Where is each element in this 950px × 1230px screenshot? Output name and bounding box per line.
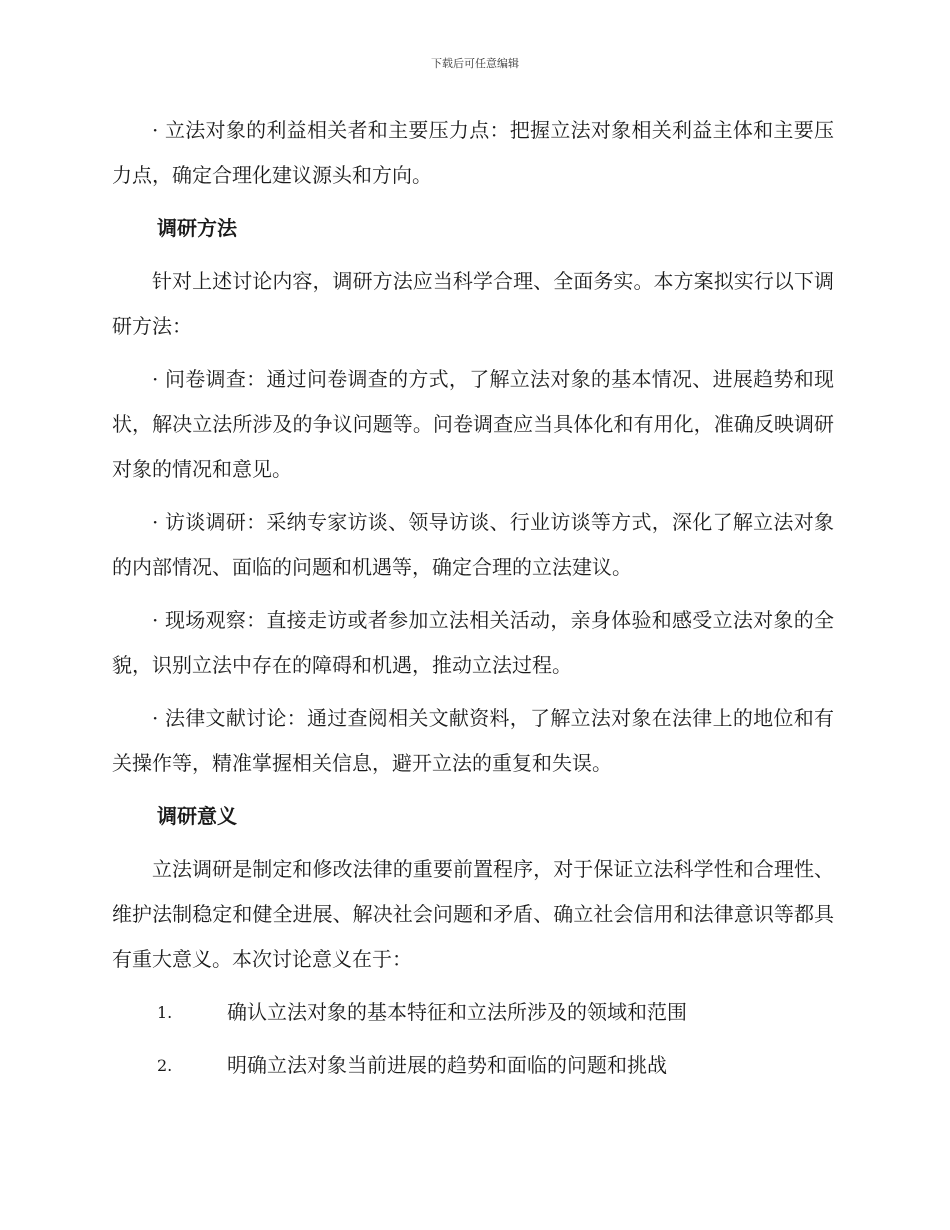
paragraph-literature-review: · 法律文献讨论：通过查阅相关文献资料，了解立法对象在法律上的地位和有关操作等，精准掌握相关信息，避开立法的重复和失误。 — [112, 706, 834, 775]
paragraph-significance: 立法调研是制定和修改法律的重要前置程序，对于保证立法科学性和合理性、维护法制稳定和健全进展、解决社会问题和矛盾、确立社会信用和法律意识等都具有重大意义。本次讨论意义在于： — [112, 857, 834, 971]
paragraph-stakeholders: · 立法对象的利益相关者和主要压力点：把握立法对象相关利益主体和主要压力点，确定合理化建议源头和方向。 — [112, 118, 834, 187]
paragraph-questionnaire: · 问卷调查：通过问卷调查的方式，了解立法对象的基本情况、进展趋势和现状，解决立法所涉及的争议问题等。问卷调查应当具体化和有用化，准确反映调研对象的情况和意见。 — [112, 367, 834, 481]
list-number: 2. — [157, 1056, 173, 1075]
heading-research-significance: 调研意义 — [157, 804, 237, 828]
list-item — [112, 990, 834, 1035]
heading-research-methods: 调研方法 — [157, 216, 237, 240]
paragraph-methods-intro: 针对上述讨论内容，调研方法应当科学合理、全面务实。本方案拟实行以下调研方法： — [112, 269, 834, 338]
list-text: 确认立法对象的基本特征和立法所涉及的领域和范围 — [227, 1000, 687, 1024]
document-body — [112, 108, 834, 1096]
page-header: 下载后可任意编辑 — [431, 57, 519, 70]
list-text: 明确立法对象当前进展的趋势和面临的问题和挑战 — [227, 1053, 667, 1077]
paragraph-field-observation: · 现场观察：直接走访或者参加立法相关活动，亲身体验和感受立法对象的全貌，识别立法中存在的障碍和机遇，推动立法过程。 — [112, 608, 834, 677]
list-number: 1. — [157, 1003, 173, 1022]
paragraph-interview: · 访谈调研：采纳专家访谈、领导访谈、行业访谈等方式，深化了解立法对象的内部情况、面临的问题和机遇等，确定合理的立法建议。 — [112, 510, 834, 579]
list-item — [112, 1043, 834, 1088]
